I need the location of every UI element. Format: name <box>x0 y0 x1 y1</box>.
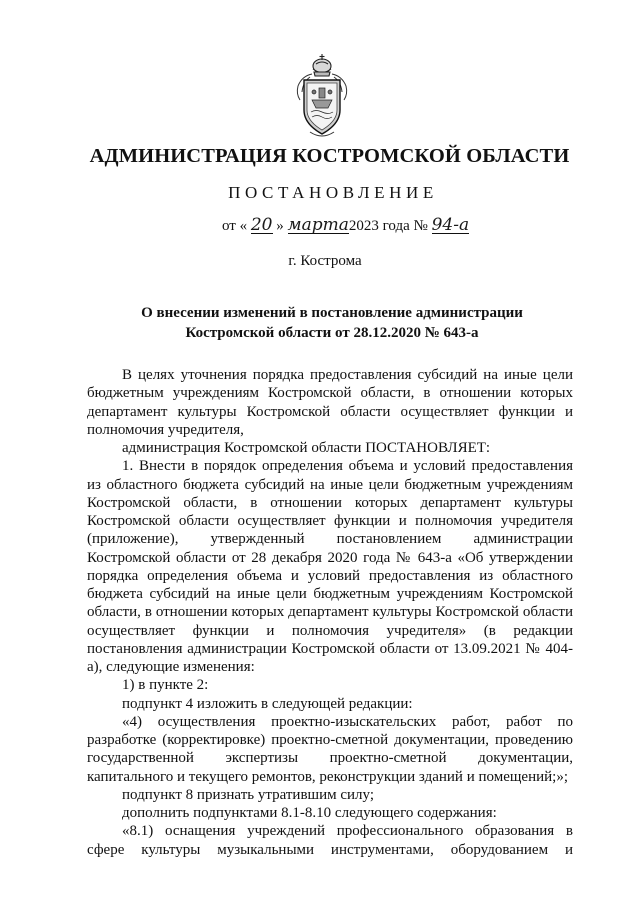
body-paragraph: 1. Внести в порядок определения объема и условий предоставления из областного бюджета субсидий на иные цели бюджетным учреждениям Костромской области, в отношении которых департамент культуры Костромской области осуществляет функции и полномочия учредителя (приложение), утвержденный постановлением администрации Костромской области от 28 декабря 2020 года № 643-а «Об утверждении порядка определения объема и условий предоставления из областного бюджета субсидий на иные цели бюджетным учреждениям Костромской области, в отношении которых департамент культуры Костромской области осуществляет функции и полномочия учредителя» (в редакции постановления администрации Костромской области от 13.09.2021 № 404-а), следующие изменения: <box>87 458 573 675</box>
document-number: 94-а <box>431 215 470 235</box>
date-month: марта <box>287 215 349 235</box>
city-line: г. Кострома <box>288 253 362 269</box>
document-date-line <box>222 215 470 235</box>
subject-line-2: Костромской области от 28.12.2020 № 643-а <box>185 325 479 341</box>
body-paragraph: подпункт 8 признать утратившим силу; <box>122 786 374 803</box>
date-day: 20 <box>250 215 273 235</box>
date-mid: » <box>276 218 284 234</box>
body-paragraph: 1) в пункте 2: <box>122 677 209 694</box>
body-paragraph: В целях уточнения порядка предоставления субсидий на иные цели бюджетным учреждениям Костромской области, в отношении которых департамент культуры Костромской области осуществляет функции и полномочия учредителя, <box>87 367 573 438</box>
date-prefix: от « <box>222 218 248 234</box>
document-body <box>87 366 573 859</box>
subject-line-1: О внесении изменений в постановление администрации <box>141 305 523 321</box>
body-paragraph: администрация Костромской области ПОСТАНОВЛЯЕТ: <box>122 440 491 456</box>
body-paragraph: подпункт 4 изложить в следующей редакции: <box>122 695 413 712</box>
organization-title: АДМИНИСТРАЦИЯ КОСТРОМСКОЙ ОБЛАСТИ <box>89 145 570 167</box>
document-subject <box>0 303 639 343</box>
date-year: 2023 года № <box>348 218 428 234</box>
body-paragraph: «8.1) оснащения учреждений профессионального образования в сфере культуры музыкальными инструментами, оборудованием и <box>87 823 573 858</box>
document-type: ПОСТАНОВЛЕНИЕ <box>228 183 438 202</box>
body-paragraph: дополнить подпунктами 8.1-8.10 следующего содержания: <box>122 805 497 821</box>
body-paragraph: «4) осуществления проектно-изыскательских работ, работ по разработке (корректировке) проектно-сметной документации, проведению государственной экспертизы проектно-сметной документации, капитального и текущего ремонтов, реконструкции зданий и помещений;»; <box>87 713 573 785</box>
coat-of-arms-emblem <box>290 52 354 140</box>
